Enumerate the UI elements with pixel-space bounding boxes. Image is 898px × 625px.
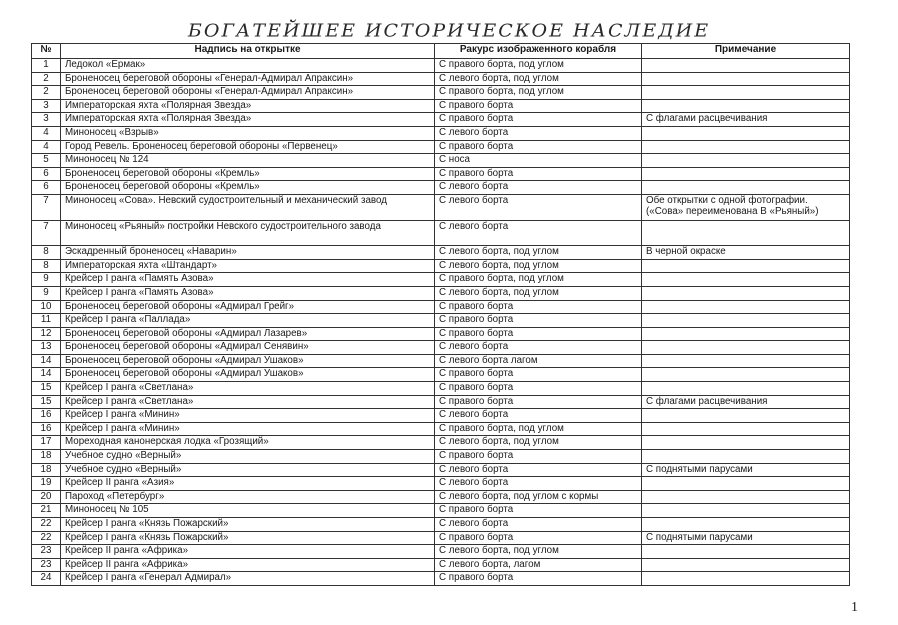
cell-number: 2 [32, 86, 61, 100]
cell-caption: Миноносец «Взрыв» [61, 126, 435, 140]
table-row [32, 126, 850, 140]
table-row [32, 99, 850, 113]
cell-angle: С правого борта [435, 314, 642, 328]
cell-note [642, 409, 850, 423]
cell-angle: С левого борта [435, 518, 642, 532]
cell-caption: Крейсер I ранга «Генерал Адмирал» [61, 572, 435, 586]
postcard-table [31, 43, 850, 586]
cell-number: 15 [32, 382, 61, 396]
table-row [32, 259, 850, 273]
cell-number: 17 [32, 436, 61, 450]
cell-number: 22 [32, 531, 61, 545]
cell-caption: Мореходная канонерская лодка «Грозящий» [61, 436, 435, 450]
cell-angle: С правого борта [435, 167, 642, 181]
cell-note [642, 518, 850, 532]
cell-caption: Город Ревель. Броненосец береговой обороны «Первенец» [61, 140, 435, 154]
table-row [32, 422, 850, 436]
cell-angle: С правого борта [435, 382, 642, 396]
cell-number: 22 [32, 518, 61, 532]
cell-note [642, 86, 850, 100]
cell-note [642, 368, 850, 382]
cell-caption: Броненосец береговой обороны «Генерал-Адмирал Апраксин» [61, 86, 435, 100]
cell-number: 10 [32, 300, 61, 314]
cell-caption: Крейсер I ранга «Минин» [61, 422, 435, 436]
cell-caption: Крейсер I ранга «Минин» [61, 409, 435, 423]
cell-angle: С правого борта [435, 395, 642, 409]
cell-caption: Ледокол «Ермак» [61, 59, 435, 73]
cell-angle: С правого борта [435, 368, 642, 382]
cell-angle: С правого борта, под углом [435, 422, 642, 436]
cell-caption: Императорская яхта «Штандарт» [61, 259, 435, 273]
cell-note [642, 558, 850, 572]
cell-angle: С правого борта, под углом [435, 86, 642, 100]
cell-number: 14 [32, 368, 61, 382]
cell-number: 13 [32, 341, 61, 355]
cell-caption: Броненосец береговой обороны «Кремль» [61, 181, 435, 195]
cell-number: 9 [32, 273, 61, 287]
cell-caption: Миноносец «Сова». Невский судостроительный и механический завод [61, 194, 435, 220]
cell-caption: Императорская яхта «Полярная Звезда» [61, 113, 435, 127]
table-row [32, 140, 850, 154]
cell-angle: С левого борта [435, 477, 642, 491]
cell-note: С флагами расцвечивания [642, 113, 850, 127]
cell-number: 21 [32, 504, 61, 518]
cell-caption: Броненосец береговой обороны «Кремль» [61, 167, 435, 181]
table-row [32, 477, 850, 491]
cell-caption: Миноносец № 105 [61, 504, 435, 518]
table-row [32, 504, 850, 518]
table-row [32, 327, 850, 341]
cell-angle: С левого борта [435, 181, 642, 195]
cell-number: 2 [32, 72, 61, 86]
cell-note [642, 259, 850, 273]
table-row [32, 246, 850, 260]
cell-angle: С левого борта, под углом [435, 436, 642, 450]
cell-note [642, 99, 850, 113]
cell-note [642, 220, 850, 246]
cell-angle: С правого борта [435, 572, 642, 586]
cell-note [642, 140, 850, 154]
cell-angle: С правого борта [435, 504, 642, 518]
cell-note [642, 59, 850, 73]
table-row [32, 572, 850, 586]
cell-angle: С правого борта [435, 300, 642, 314]
table-row [32, 59, 850, 73]
cell-number: 19 [32, 477, 61, 491]
cell-angle: С правого борта [435, 531, 642, 545]
table-row [32, 545, 850, 559]
cell-number: 3 [32, 113, 61, 127]
cell-angle: С левого борта, под углом [435, 259, 642, 273]
cell-caption: Крейсер I ранга «Князь Пожарский» [61, 518, 435, 532]
cell-angle: С левого борта [435, 220, 642, 246]
cell-note [642, 354, 850, 368]
cell-note: С поднятыми парусами [642, 531, 850, 545]
cell-caption: Крейсер II ранга «Азия» [61, 477, 435, 491]
cell-number: 7 [32, 194, 61, 220]
header-caption: Надпись на открытке [61, 44, 435, 59]
cell-caption: Крейсер I ранга «Память Азова» [61, 273, 435, 287]
table-row [32, 354, 850, 368]
cell-number: 12 [32, 327, 61, 341]
cell-number: 24 [32, 572, 61, 586]
header-angle: Ракурс изображенного корабля [435, 44, 642, 59]
cell-angle: С левого борта, под углом [435, 545, 642, 559]
table-row [32, 86, 850, 100]
cell-angle: С правого борта [435, 327, 642, 341]
cell-angle: С правого борта [435, 140, 642, 154]
cell-angle: С правого борта, под углом [435, 273, 642, 287]
cell-angle: С правого борта [435, 113, 642, 127]
table-row [32, 341, 850, 355]
cell-number: 20 [32, 490, 61, 504]
cell-caption: Учебное судно «Верный» [61, 450, 435, 464]
cell-caption: Крейсер I ранга «Светлана» [61, 382, 435, 396]
cell-note [642, 126, 850, 140]
cell-caption: Крейсер I ранга «Память Азова» [61, 286, 435, 300]
cell-number: 16 [32, 422, 61, 436]
table-row [32, 300, 850, 314]
cell-note: С поднятыми парусами [642, 463, 850, 477]
cell-angle: С правого борта [435, 450, 642, 464]
cell-note [642, 382, 850, 396]
cell-angle: С левого борта, лагом [435, 558, 642, 572]
table-header-row [32, 44, 850, 59]
cell-caption: Пароход «Петербург» [61, 490, 435, 504]
page-number: 1 [851, 600, 858, 615]
cell-caption: Крейсер I ранга «Паллада» [61, 314, 435, 328]
table-row [32, 368, 850, 382]
table-row [32, 450, 850, 464]
cell-number: 4 [32, 126, 61, 140]
cell-number: 8 [32, 246, 61, 260]
cell-caption: Крейсер I ранга «Князь Пожарский» [61, 531, 435, 545]
cell-note: В черной окраске [642, 246, 850, 260]
table-row [32, 518, 850, 532]
cell-caption: Крейсер II ранга «Африка» [61, 545, 435, 559]
cell-angle: С левого борта, под углом [435, 72, 642, 86]
cell-number: 11 [32, 314, 61, 328]
cell-number: 8 [32, 259, 61, 273]
cell-angle: С правого борта [435, 99, 642, 113]
cell-caption: Крейсер II ранга «Африка» [61, 558, 435, 572]
cell-note [642, 72, 850, 86]
cell-note [642, 154, 850, 168]
cell-caption: Броненосец береговой обороны «Адмирал Лазарев» [61, 327, 435, 341]
header-note: Примечание [642, 44, 850, 59]
cell-note [642, 273, 850, 287]
table-row [32, 409, 850, 423]
cell-angle: С левого борта, под углом [435, 246, 642, 260]
cell-caption: Миноносец № 124 [61, 154, 435, 168]
cell-number: 5 [32, 154, 61, 168]
cell-number: 23 [32, 558, 61, 572]
cell-angle: С левого борта [435, 126, 642, 140]
cell-note [642, 450, 850, 464]
cell-note [642, 327, 850, 341]
cell-note [642, 341, 850, 355]
cell-note [642, 300, 850, 314]
header-number: № [32, 44, 61, 59]
cell-caption: Броненосец береговой обороны «Адмирал Ушаков» [61, 354, 435, 368]
cell-angle: С левого борта [435, 409, 642, 423]
cell-caption: Эскадренный броненосец «Наварин» [61, 246, 435, 260]
cell-note [642, 572, 850, 586]
cell-number: 23 [32, 545, 61, 559]
table-row [32, 167, 850, 181]
table-row [32, 286, 850, 300]
page-title: БОГАТЕЙШЕЕ ИСТОРИЧЕСКОЕ НАСЛЕДИЕ [187, 20, 711, 42]
table-row [32, 463, 850, 477]
cell-angle: С левого борта лагом [435, 354, 642, 368]
cell-angle: С левого борта, под углом [435, 286, 642, 300]
table-row [32, 490, 850, 504]
table-row [32, 113, 850, 127]
cell-note [642, 490, 850, 504]
cell-angle: С носа [435, 154, 642, 168]
cell-number: 18 [32, 463, 61, 477]
cell-number: 18 [32, 450, 61, 464]
cell-note [642, 314, 850, 328]
table-row [32, 273, 850, 287]
table-row [32, 194, 850, 220]
cell-number: 6 [32, 167, 61, 181]
cell-note: Обе открытки с одной фотографии. («Сова» переименована В «Рьяный») [642, 194, 850, 220]
cell-note: С флагами расцвечивания [642, 395, 850, 409]
cell-note [642, 477, 850, 491]
cell-number: 14 [32, 354, 61, 368]
cell-number: 6 [32, 181, 61, 195]
cell-angle: С левого борта [435, 194, 642, 220]
cell-note [642, 504, 850, 518]
cell-note [642, 167, 850, 181]
cell-number: 15 [32, 395, 61, 409]
cell-angle: С правого борта, под углом [435, 59, 642, 73]
cell-angle: С левого борта [435, 341, 642, 355]
cell-number: 9 [32, 286, 61, 300]
table-row [32, 220, 850, 246]
table-row [32, 154, 850, 168]
cell-caption: Броненосец береговой обороны «Генерал-Адмирал Апраксин» [61, 72, 435, 86]
table-row [32, 395, 850, 409]
cell-number: 16 [32, 409, 61, 423]
cell-caption: Императорская яхта «Полярная Звезда» [61, 99, 435, 113]
cell-number: 4 [32, 140, 61, 154]
table-row [32, 314, 850, 328]
cell-angle: С левого борта [435, 463, 642, 477]
cell-note [642, 436, 850, 450]
cell-number: 1 [32, 59, 61, 73]
cell-caption: Учебное судно «Верный» [61, 463, 435, 477]
table-row [32, 181, 850, 195]
cell-note [642, 545, 850, 559]
cell-caption: Броненосец береговой обороны «Адмирал Сенявин» [61, 341, 435, 355]
cell-caption: Крейсер I ранга «Светлана» [61, 395, 435, 409]
cell-note [642, 422, 850, 436]
cell-caption: Миноносец «Рьяный» постройки Невского судостроительного завода [61, 220, 435, 246]
table-row [32, 436, 850, 450]
cell-note [642, 181, 850, 195]
table-row [32, 382, 850, 396]
cell-number: 7 [32, 220, 61, 246]
cell-number: 3 [32, 99, 61, 113]
table-row [32, 72, 850, 86]
table-row [32, 558, 850, 572]
table-row [32, 531, 850, 545]
cell-angle: С левого борта, под углом с кормы [435, 490, 642, 504]
cell-caption: Броненосец береговой обороны «Адмирал Грейг» [61, 300, 435, 314]
cell-note [642, 286, 850, 300]
cell-caption: Броненосец береговой обороны «Адмирал Ушаков» [61, 368, 435, 382]
